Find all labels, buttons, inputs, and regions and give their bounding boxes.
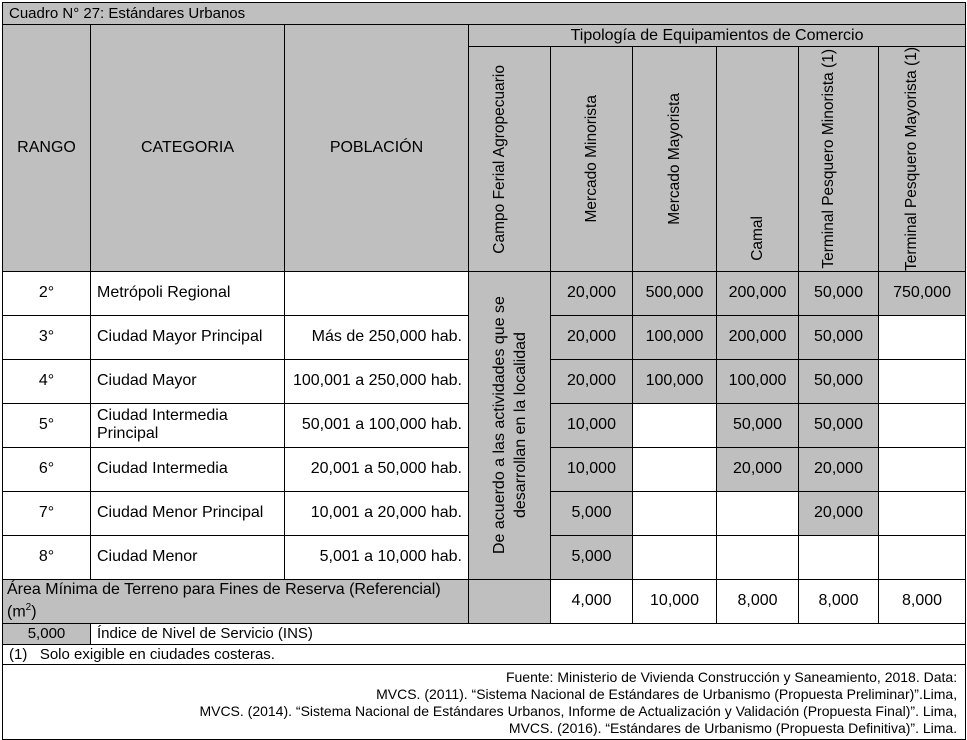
cell-value: 50,000	[799, 403, 879, 447]
header-col-terminal-minorista	[799, 47, 879, 272]
cell-value: 10,000	[551, 447, 633, 491]
area-cell-value: 10,000	[633, 579, 717, 623]
cell-value: 100,000	[633, 315, 717, 359]
cell-poblacion: 50,001 a 100,000 hab.	[285, 403, 469, 447]
cell-value: 50,000	[799, 271, 879, 315]
cell-value	[633, 403, 717, 447]
area-cell-value: 8,000	[799, 579, 879, 623]
source-row	[3, 664, 966, 739]
cell-value	[717, 491, 799, 535]
cell-value: 200,000	[717, 315, 799, 359]
area-cell-empty	[469, 579, 551, 623]
table-row	[3, 271, 966, 315]
footnote-text: (1) Solo exigible en ciudades costeras.	[3, 644, 966, 664]
header-categoria: CATEGORIA	[91, 25, 285, 272]
cell-poblacion: Más de 250,000 hab.	[285, 315, 469, 359]
cell-rango: 2°	[3, 271, 91, 315]
merged-campo-ferial-note	[469, 271, 551, 579]
area-cell-value: 8,000	[879, 579, 966, 623]
header-group-tipologia: Tipología de Equipamientos de Comercio	[469, 25, 966, 47]
cell-poblacion: 5,001 a 10,000 hab.	[285, 535, 469, 579]
header-col-mercado-minorista	[551, 47, 633, 272]
cell-value: 20,000	[551, 359, 633, 403]
header-col-label: Mercado Mayorista	[666, 93, 683, 225]
area-label-text: Área Mínima de Terreno para Fines de Reserva (Referencial) (m	[7, 581, 441, 621]
table-title: Cuadro N° 27: Estándares Urbanos	[3, 3, 966, 25]
area-cell-value: 4,000	[551, 579, 633, 623]
cell-value	[879, 359, 966, 403]
legend-row	[3, 623, 966, 644]
cell-categoria: Ciudad Menor Principal	[91, 491, 285, 535]
standards-table-container	[2, 2, 965, 736]
cell-value: 20,000	[799, 447, 879, 491]
header-col-label: Camal	[749, 216, 766, 261]
cell-value: 10,000	[551, 403, 633, 447]
cell-value	[879, 491, 966, 535]
cell-value	[879, 535, 966, 579]
cell-value	[799, 535, 879, 579]
source-cell	[3, 664, 966, 739]
cell-categoria: Ciudad Intermedia	[91, 447, 285, 491]
cell-value: 200,000	[717, 271, 799, 315]
cell-categoria: Ciudad Menor	[91, 535, 285, 579]
header-col-mercado-mayorista	[633, 47, 717, 272]
cell-value: 20,000	[551, 315, 633, 359]
cell-rango: 5°	[3, 403, 91, 447]
header-col-campo-ferial	[469, 47, 551, 272]
cell-value: 5,000	[551, 535, 633, 579]
header-poblacion: POBLACIÓN	[285, 25, 469, 272]
cell-poblacion: 100,001 a 250,000 hab.	[285, 359, 469, 403]
cell-value	[879, 315, 966, 359]
area-row-label	[3, 579, 469, 623]
cell-value: 50,000	[799, 359, 879, 403]
cell-value: 5,000	[551, 491, 633, 535]
cell-rango: 6°	[3, 447, 91, 491]
area-label-superscript: 2	[25, 602, 32, 614]
cell-value: 20,000	[799, 491, 879, 535]
cell-value: 20,000	[717, 447, 799, 491]
source-line: MVCS. (2016). “Estándares de Urbanismo (Propuesta Definitiva)”. Lima.	[508, 719, 958, 736]
legend-swatch-value: 5,000	[3, 623, 91, 644]
header-col-label: Terminal Pesquero Mayorista (1)	[903, 47, 921, 271]
cell-rango: 8°	[3, 535, 91, 579]
source-line: MVCS. (2014). “Sistema Nacional de Estándares Urbanos, Informe de Actualización y Validación (Propuesta Final)”. Lima,	[199, 702, 958, 719]
cell-categoria: Metrópoli Regional	[91, 271, 285, 315]
cell-value: 20,000	[551, 271, 633, 315]
header-rango: RANGO	[3, 25, 91, 272]
header-col-camal	[717, 47, 799, 272]
title-row	[3, 3, 966, 25]
area-label-close: )	[31, 603, 37, 621]
header-col-label: Campo Ferial Agropecuario	[490, 64, 508, 254]
cell-value: 500,000	[633, 271, 717, 315]
source-line: Fuente: Ministerio de Vivienda Construcción y Saneamiento, 2018. Data:	[505, 668, 958, 685]
area-cell-value: 8,000	[717, 579, 799, 623]
cell-value	[879, 403, 966, 447]
cell-value: 100,000	[633, 359, 717, 403]
cell-rango: 3°	[3, 315, 91, 359]
header-row-top	[3, 25, 966, 47]
cell-rango: 7°	[3, 491, 91, 535]
cell-categoria: Ciudad Intermedia Principal	[91, 403, 285, 447]
cell-poblacion: 20,001 a 50,000 hab.	[285, 447, 469, 491]
cell-categoria: Ciudad Mayor Principal	[91, 315, 285, 359]
footnote-row	[3, 644, 966, 664]
cell-value	[633, 535, 717, 579]
cell-value	[879, 447, 966, 491]
legend-text: Índice de Nivel de Servicio (INS)	[91, 623, 966, 644]
cell-value: 50,000	[717, 403, 799, 447]
header-col-label: Terminal Pesquero Minorista (1)	[819, 49, 837, 269]
area-row	[3, 579, 966, 623]
cell-value	[633, 447, 717, 491]
cell-value	[717, 535, 799, 579]
merged-note-text: De acuerdo a las actividades que se desarrollan en la localidad	[490, 296, 529, 555]
cell-poblacion	[285, 271, 469, 315]
cell-value: 750,000	[879, 271, 966, 315]
cell-value: 50,000	[799, 315, 879, 359]
cell-value: 100,000	[717, 359, 799, 403]
cell-value	[633, 491, 717, 535]
source-line: MVCS. (2011). “Sistema Nacional de Estándares de Urbanismo (Propuesta Preliminar)”.Lima,	[376, 685, 958, 702]
cell-rango: 4°	[3, 359, 91, 403]
header-col-label: Mercado Minorista	[583, 95, 600, 223]
cell-poblacion: 10,001 a 20,000 hab.	[285, 491, 469, 535]
urban-standards-table	[2, 2, 966, 740]
header-col-terminal-mayorista	[879, 47, 966, 272]
cell-categoria: Ciudad Mayor	[91, 359, 285, 403]
